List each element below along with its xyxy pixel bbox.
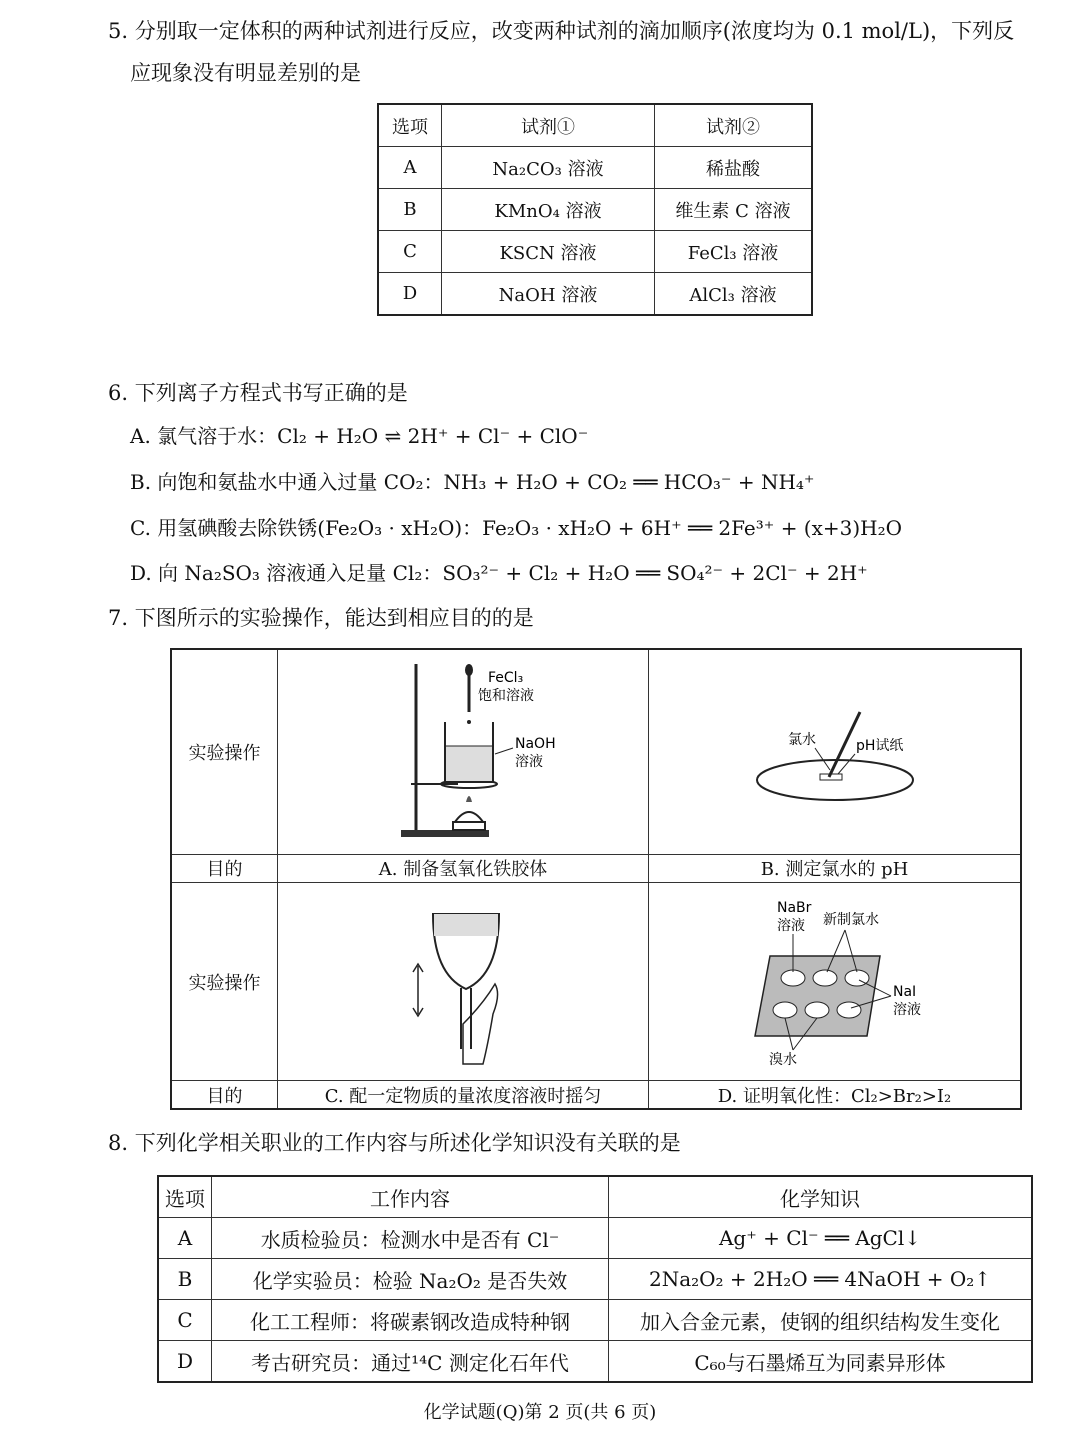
table-cell: 化学实验员：检验 Na₂O₂ 是否失效 (212, 1259, 609, 1300)
table-header: 工作内容 (212, 1176, 609, 1218)
figure-b-setup (655, 652, 1015, 847)
table-header: 试剂① (442, 104, 655, 147)
table-row (171, 883, 1021, 1081)
label-nai-solution: 溶液 (892, 1002, 921, 1019)
table-cell: B (378, 189, 442, 231)
table-cell: B (158, 1259, 212, 1300)
table-cell: 稀盐酸 (655, 147, 813, 189)
alcohol-lamp (455, 812, 483, 822)
figure-c-setup (283, 884, 643, 1074)
label-naoh-solution: 溶液 (515, 753, 543, 770)
row-label-goal: 目的 (171, 1081, 278, 1109)
drop (467, 720, 471, 724)
q6-stem: 6. 下列离子方程式书写正确的是 (108, 381, 408, 405)
table-row (158, 1218, 1032, 1259)
label-nabr: NaBr (776, 900, 811, 917)
table-header: 化学知识 (609, 1176, 1033, 1218)
table-cell: AlCl₃ 溶液 (655, 273, 813, 316)
spot-plate (755, 956, 880, 1036)
q8-table (157, 1175, 1033, 1383)
table-cell: 加入合金元素，使钢的组织结构发生变化 (609, 1300, 1033, 1341)
table-cell: NaOH 溶液 (442, 273, 655, 316)
leader-line (815, 748, 830, 770)
q8-stem: 8. 下列化学相关职业的工作内容与所述化学知识没有关联的是 (108, 1131, 681, 1155)
table-cell: A (158, 1218, 212, 1259)
stand-base (401, 830, 489, 837)
table-cell: 水质检验员：检测水中是否有 Cl⁻ (212, 1218, 609, 1259)
table-row (378, 189, 812, 231)
q6-option-b: B. 向饱和氨盐水中通入过量 CO₂：NH₃ + H₂O + CO₂ ══ HCO₃⁻ + NH₄⁺ (130, 470, 815, 494)
table-cell: 维生素 C 溶液 (655, 189, 813, 231)
label-chlorine-water: 氯水 (787, 731, 816, 748)
table-cell: KSCN 溶液 (442, 231, 655, 273)
q7-table (170, 648, 1022, 1110)
table-row (171, 854, 1021, 882)
label-nai: NaI (892, 984, 916, 1001)
figure-d-setup (655, 884, 1015, 1074)
goal-a: A. 制备氢氧化铁胶体 (278, 854, 649, 882)
table-cell: D (378, 273, 442, 316)
table-cell: C (158, 1300, 212, 1341)
table-cell: Na₂CO₃ 溶液 (442, 147, 655, 189)
figure-c-cell (278, 883, 649, 1081)
table-row (378, 273, 812, 316)
table-row (158, 1259, 1032, 1300)
leader-line (838, 754, 855, 774)
dropper-bulb (465, 664, 473, 676)
table-cell: FeCl₃ 溶液 (655, 231, 813, 273)
table-row (171, 649, 1021, 854)
row-label-operation: 实验操作 (171, 883, 278, 1081)
label-bromine-water: 溴水 (768, 1052, 797, 1069)
label-nabr-solution: 溶液 (776, 918, 805, 935)
well (781, 970, 805, 986)
figure-d-cell (649, 883, 1022, 1081)
figure-a-cell (278, 649, 649, 854)
q5-stem-line2: 应现象没有明显差别的是 (130, 61, 361, 85)
table-cell: A (378, 147, 442, 189)
q6-option-d: D. 向 Na₂SO₃ 溶液通入足量 Cl₂：SO₃²⁻ + Cl₂ + H₂O ══ SO₄²⁻ + 2Cl⁻ + 2H⁺ (130, 561, 868, 585)
goal-b: B. 测定氯水的 pH (649, 854, 1022, 882)
table-header: 选项 (158, 1176, 212, 1218)
table-cell: 考古研究员：通过¹⁴C 测定化石年代 (212, 1341, 609, 1383)
row-label-operation: 实验操作 (171, 649, 278, 854)
table-cell: Ag⁺ + Cl⁻ ══ AgCl↓ (609, 1218, 1033, 1259)
well (773, 1002, 797, 1018)
table-cell: KMnO₄ 溶液 (442, 189, 655, 231)
well (813, 970, 837, 986)
q6-option-a: A. 氯气溶于水：Cl₂ + H₂O ⇌ 2H⁺ + Cl⁻ + ClO⁻ (130, 424, 589, 448)
label-fecl3: FeCl₃ (488, 669, 524, 686)
table-row (158, 1300, 1032, 1341)
hand (463, 984, 498, 1064)
table-row (378, 231, 812, 273)
well (805, 1002, 829, 1018)
table-row (158, 1341, 1032, 1383)
naoh-solution (446, 746, 492, 781)
table-row (378, 147, 812, 189)
q5-table (377, 103, 813, 316)
q6-option-c: C. 用氢碘酸去除铁锈(Fe₂O₃ · xH₂O)：Fe₂O₃ · xH₂O + 6H⁺ ══ 2Fe³⁺ + (x+3)H₂O (130, 516, 903, 540)
goal-d: D. 证明氧化性：Cl₂>Br₂>I₂ (649, 1081, 1022, 1109)
flame (466, 796, 472, 802)
label-ph-paper: pH试纸 (855, 737, 903, 754)
table-header: 试剂② (655, 104, 813, 147)
goal-c: C. 配一定物质的量浓度溶液时摇匀 (278, 1081, 649, 1109)
row-label-goal: 目的 (171, 854, 278, 882)
q7-stem: 7. 下图所示的实验操作，能达到相应目的的是 (108, 606, 534, 630)
leader-line (495, 748, 513, 754)
well (837, 1002, 861, 1018)
figure-a-setup (283, 652, 643, 847)
lamp-base (453, 822, 485, 830)
table-header-row (378, 104, 812, 147)
table-row (171, 1081, 1021, 1109)
table-cell: C (378, 231, 442, 273)
table-cell: C₆₀与石墨烯互为同素异形体 (609, 1341, 1033, 1383)
flask-liquid (434, 914, 498, 936)
table-cell: D (158, 1341, 212, 1383)
label-naoh: NaOH (515, 735, 556, 752)
label-fresh-chlorine-water: 新制氯水 (822, 912, 879, 929)
table-cell: 2Na₂O₂ + 2H₂O ══ 4NaOH + O₂↑ (609, 1259, 1033, 1300)
table-header-row (158, 1176, 1032, 1218)
table-cell: 化工工程师：将碳素钢改造成特种钢 (212, 1300, 609, 1341)
table-header: 选项 (378, 104, 442, 147)
figure-b-cell (649, 649, 1022, 854)
page-footer: 化学试题(Q)第 2 页(共 6 页) (423, 1402, 657, 1423)
label-saturated-solution: 饱和溶液 (478, 687, 534, 704)
q5-stem-line1: 5. 分别取一定体积的两种试剂进行反应，改变两种试剂的滴加顺序(浓度均为 0.1 mol/L)，下列反 (108, 19, 1015, 43)
